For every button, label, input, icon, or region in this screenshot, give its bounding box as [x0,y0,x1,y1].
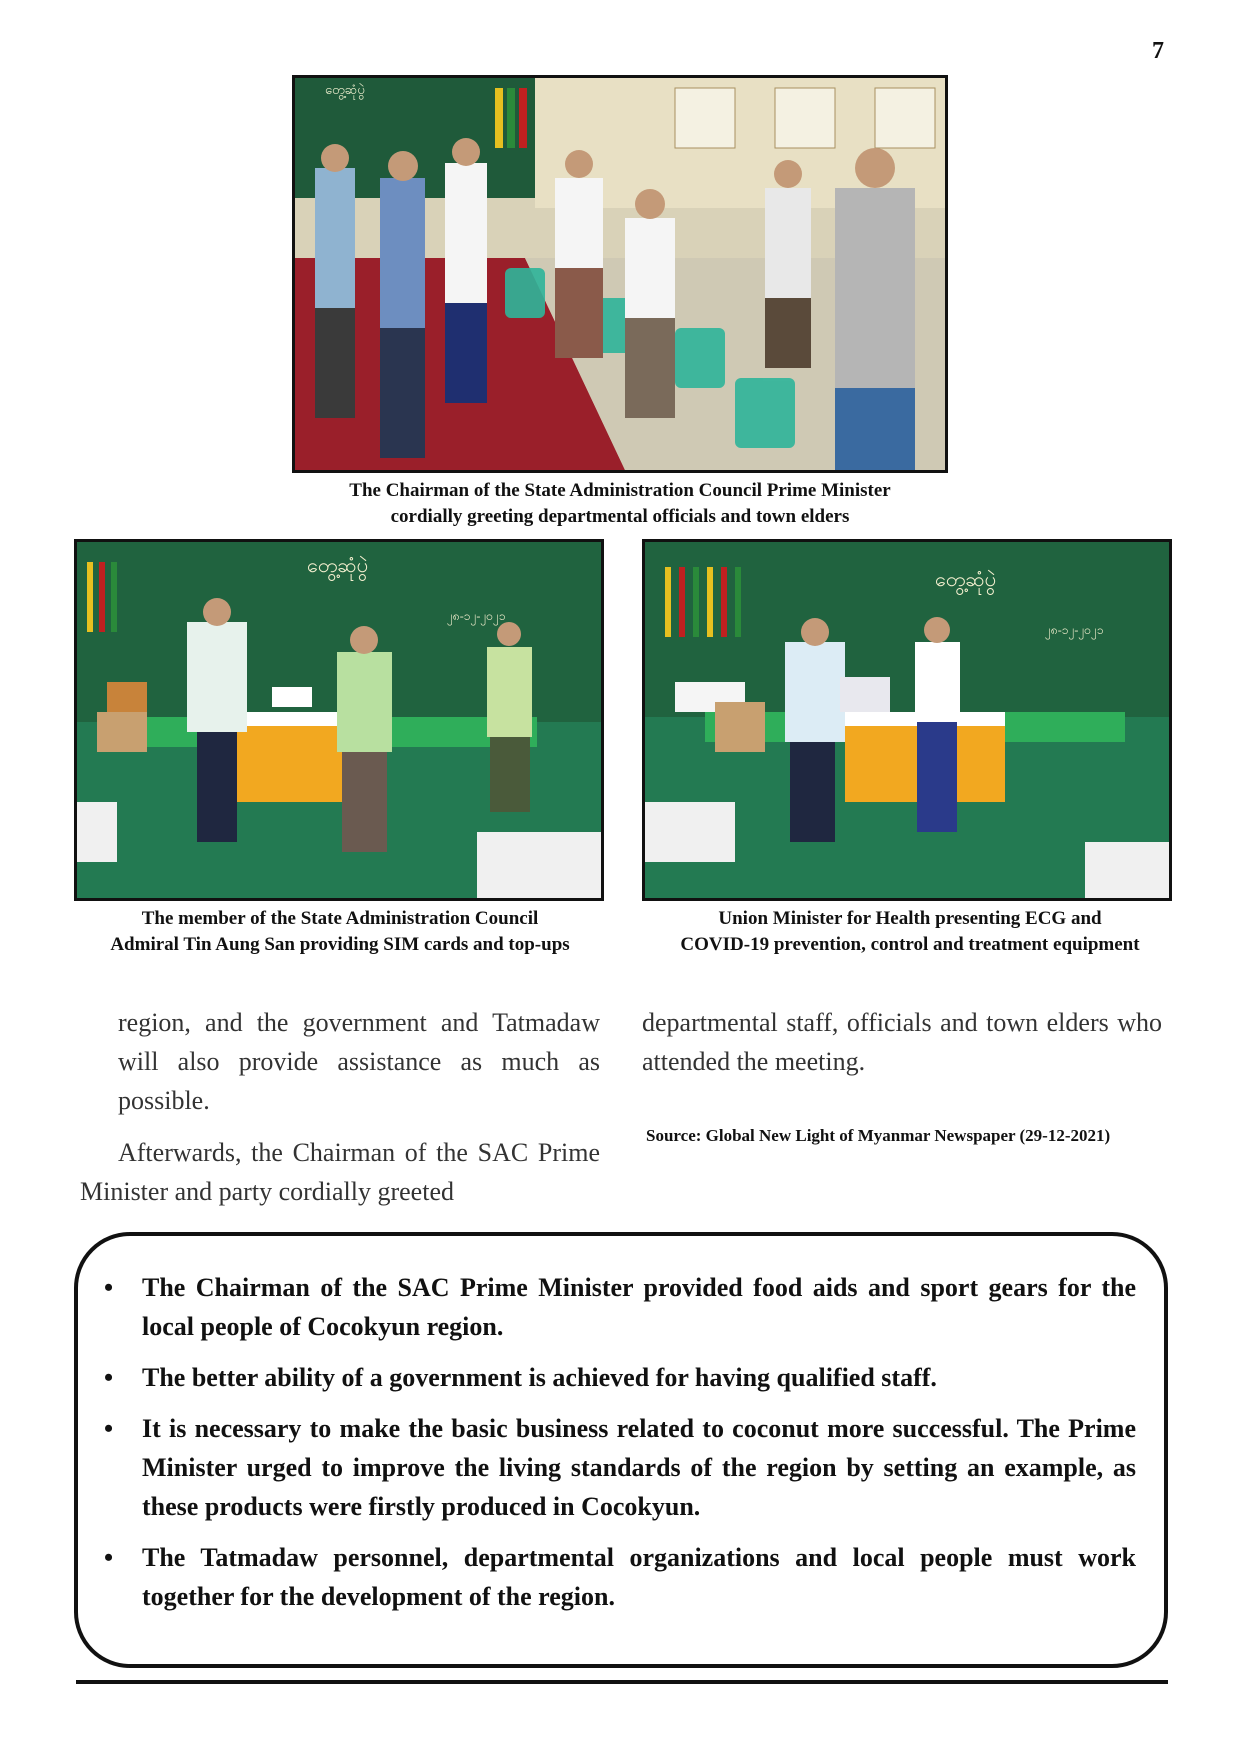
summary-item-qualified-staff: • The better ability of a government is achieved for having qualified staff. [142,1358,1136,1397]
summary-item-work-together: • The Tatmadaw personnel, departmental organizations and local people must work together for the development of the region. [142,1538,1136,1616]
photo-greeting-officials [292,75,948,473]
date-text: ၂၈-၁၂-၂၀၂၁ [447,609,506,623]
body-paragraph-3: departmental staff, officials and town elders who attended the meeting. [642,1008,1162,1076]
body-paragraph-1: region, and the government and Tatmadaw will also provide assistance as much as possible. [118,1008,600,1115]
photo-greeting-scene [295,78,945,470]
photo-sim-cards [74,539,604,901]
summary-item-coconut-business: • It is necessary to make the basic business related to coconut more successful. The Prime Minister urged to improve the living standards of the region by setting an example, as these products were firstly produced in Cocokyun. [142,1409,1136,1526]
page-number: 7 [1152,38,1164,64]
summary-box [74,1232,1168,1668]
bottom-rule [76,1680,1168,1684]
banner-text: တွေ့ဆုံပွဲ [307,555,369,577]
photo-health-scene [645,542,1169,898]
summary-list [78,1236,1164,1616]
photo-sim-scene [77,542,601,898]
banner-text: တွေ့ဆုံပွဲ [325,82,365,97]
caption-greeting: The Chairman of the State Administration Council Prime Minister cordially greeting departmental officials and town elders [349,480,891,527]
summary-item-food-aid: • The Chairman of the SAC Prime Minister provided food aids and sport gears for the local people of Cocokyun region. [142,1268,1136,1346]
banner-text: တွေ့ဆုံပွဲ [935,569,997,591]
caption-health-equipment: Union Minister for Health presenting ECG and COVID-19 prevention, control and treatment equipment [680,908,1140,955]
date-text: ၂၈-၁၂-၂၀၂၁ [1045,623,1104,637]
source-citation: Source: Global New Light of Myanmar Newspaper (29-12-2021) [646,1126,1111,1145]
body-paragraph-2: Afterwards, the Chairman of the SAC Prime Minister and party cordially greeted [80,1138,600,1206]
caption-sim-cards: The member of the State Administration Council Admiral Tin Aung San providing SIM cards and top-ups [110,908,570,955]
photo-health-equipment [642,539,1172,901]
